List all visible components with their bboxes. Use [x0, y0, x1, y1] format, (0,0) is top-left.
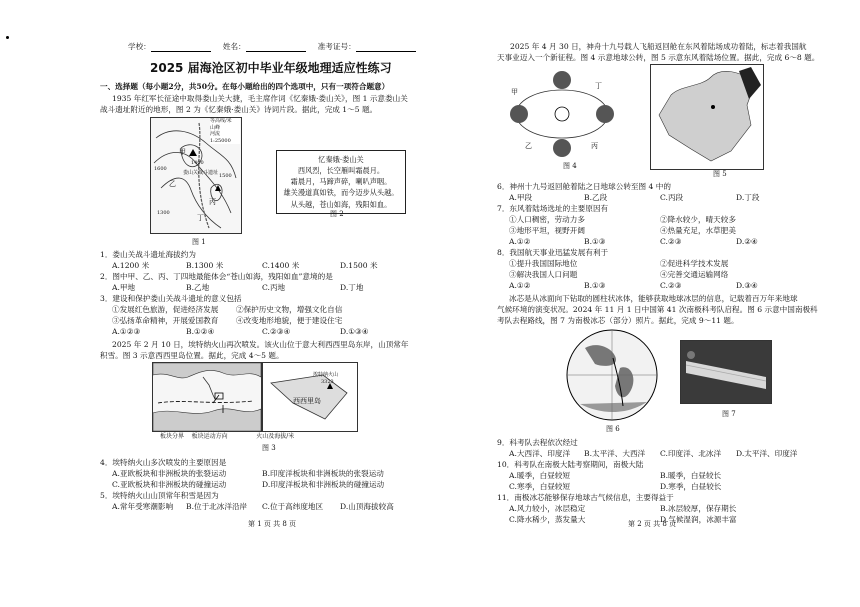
q3-option-d[interactable]: D.①③④	[340, 327, 369, 336]
ice-core-image	[681, 341, 771, 403]
q7-item-2: ②降水较少，晴天较多	[660, 215, 736, 224]
q8-option-a[interactable]: A.①②	[509, 281, 531, 290]
intro-1: 1935 年红军长征途中取得娄山关大捷，毛主席作词《忆秦娥·娄山关》，图 1 示意娄山关	[112, 94, 408, 103]
orbit-jia: 甲	[511, 88, 518, 96]
q3-option-a[interactable]: A.①②③	[112, 327, 141, 336]
q3-option-c[interactable]: C.②③④	[262, 327, 291, 336]
contour-1600: 1600	[154, 166, 167, 172]
q10-option-c[interactable]: C.寒季，白昼较短	[509, 482, 571, 491]
q7-option-a[interactable]: A.①②	[509, 237, 531, 246]
china-outline	[651, 65, 763, 169]
orbit-diagram	[505, 68, 620, 160]
header-fields	[128, 42, 416, 52]
globe-drawing	[565, 328, 660, 423]
q6-option-c[interactable]: C.丙段	[660, 193, 684, 202]
q8-item-3: ③解决我国人口问题	[509, 270, 578, 279]
q3-item-3: ③弘扬革命精神，开展爱国教育	[112, 316, 219, 325]
school-blank[interactable]	[151, 43, 211, 52]
figure-5-landing-site-map	[650, 64, 764, 170]
q1-option-b[interactable]: B.1300 米	[186, 261, 224, 270]
figure-3-mediterranean-map	[152, 362, 262, 432]
figure-6-caption: 图 6	[606, 425, 620, 433]
name-label: 姓名：	[222, 42, 246, 51]
intro-4b: 气候环境的演变状况。2024 年 11 月 1 日中国第 41 次南极科考队启程。图 6 示意中国南极科	[497, 305, 818, 314]
q5-option-b[interactable]: B.位于北冰洋沿岸	[186, 502, 248, 511]
figure-2-poem	[276, 150, 406, 214]
orbit-yi: 乙	[525, 142, 532, 150]
q10-option-d[interactable]: D.寒季，白昼较长	[660, 482, 722, 491]
figure-5-caption: 图 5	[713, 170, 727, 178]
label-ding: 丁	[197, 214, 204, 222]
q2-option-b[interactable]: B.乙地	[186, 283, 210, 292]
page-title: 2025 届海沧区初中毕业年级地理适应性练习	[150, 61, 392, 75]
poem-line-3: 雄关漫道真如铁，而今迈步从头越。	[283, 188, 399, 198]
q11-option-a[interactable]: A.风力较小，冰层稳定	[509, 504, 586, 513]
question-5: 5．埃特纳火山山顶常年积雪是因为	[100, 491, 219, 500]
poem-line-2: 霜晨月，马蹄声碎，喇叭声咽。	[290, 177, 392, 187]
q7-option-b[interactable]: B.①③	[584, 237, 606, 246]
q3-option-b[interactable]: B.①②④	[186, 327, 215, 336]
legend-contour: 等高线/米	[210, 118, 232, 124]
sicily-label: 西西里岛	[293, 397, 321, 405]
q6-option-b[interactable]: B.乙段	[584, 193, 608, 202]
q5-option-c[interactable]: C.位于高纬度地区	[262, 502, 324, 511]
q10-option-a[interactable]: A.暖季，白昼较短	[509, 471, 571, 480]
q3-item-1: ①发展红色旅游，促进经济发展	[112, 305, 219, 314]
legend-river: 河流	[210, 131, 221, 137]
q10-option-b[interactable]: B.暖季，白昼较长	[660, 471, 722, 480]
mediterranean-outline	[153, 363, 261, 431]
legend-volcano: 火山及海拔/米	[256, 433, 295, 440]
question-3: 3．建设和保护娄山关战斗遗址的意义包括	[100, 294, 242, 303]
q2-option-c[interactable]: C.丙地	[262, 283, 286, 292]
page-1-footer: 第 1 页 共 8 页	[248, 520, 297, 528]
question-7: 7．东风着陆场选址的主要原因有	[497, 204, 609, 213]
legend-peak: 山峰	[210, 124, 221, 131]
label-bing: 丙	[209, 198, 216, 206]
q8-item-2: ②促进科学技术发展	[660, 259, 729, 268]
q11-option-c[interactable]: C.降水稀少，蒸发量大	[509, 515, 586, 524]
poem-line-4: 从头越，苍山如海，残阳如血。	[290, 199, 392, 209]
q7-option-d[interactable]: D.②④	[736, 237, 758, 246]
q8-item-4: ④完善交通运输网络	[660, 270, 729, 279]
q2-option-d[interactable]: D.丁地	[340, 283, 364, 292]
contour-1400: 1400	[191, 160, 204, 166]
contour-1500: 1500	[219, 173, 232, 179]
label-yi: 乙	[169, 180, 176, 188]
legend-scale: 1:25000	[210, 137, 231, 144]
question-4: 4．埃特纳火山多次喷发的主要原因是	[100, 458, 227, 467]
q7-item-1: ①人口稠密，劳动力多	[509, 215, 585, 224]
figure-7-ice-core-photo	[680, 340, 772, 404]
figure-1-legend	[210, 118, 240, 144]
figure-2-caption: 图 2	[330, 210, 344, 218]
poem-title: 忆秦娥·娄山关	[318, 155, 364, 164]
q8-option-d[interactable]: D.③④	[736, 281, 758, 290]
q7-item-4: ④热量充足，水草肥美	[660, 226, 736, 235]
name-blank[interactable]	[246, 43, 306, 52]
q4-option-c[interactable]: C.亚欧板块和非洲板块的碰撞运动	[112, 480, 227, 489]
q9-option-d[interactable]: D.太平洋、印度洋	[736, 449, 798, 458]
intro-3: 2025 年 4 月 30 日，神舟十九号载人飞船返回舱在东风着陆场成功着陆，标志着我国航	[510, 42, 807, 51]
school-label: 学校：	[128, 42, 151, 51]
q7-item-3: ③地形平坦，视野开阔	[509, 226, 585, 235]
exam-no-label: 准考证号：	[317, 42, 356, 51]
figure-1-caption: 图 1	[192, 238, 206, 246]
section-heading: 一、选择题（每小题2分，共50分。在每小题给出的四个选项中，只有一项符合题意）	[100, 82, 390, 91]
question-6: 6．神州十九号返回舱着陆之日地球公转至图 4 中的	[497, 182, 671, 191]
intro-1b: 战斗遗址附近的地形，图 2 为《忆秦娥·娄山关》诗词片段。据此，完成 1～5 题。	[100, 105, 378, 114]
q11-option-b[interactable]: B.冰层较厚，保存期长	[660, 504, 737, 513]
figure-3-caption: 图 3	[262, 444, 276, 452]
legend-plate-boundary: 板块分界	[160, 433, 185, 440]
figure-6-route-globe	[565, 328, 660, 423]
poem-line-1: 西风烈，长空雁叫霜晨月。	[297, 166, 385, 176]
q9-option-b[interactable]: B.太平洋、大西洋	[584, 449, 646, 458]
q1-option-d[interactable]: D.1500 米	[340, 261, 378, 270]
question-10: 10．科考队在南极大陆考察期间，南极大陆	[497, 460, 644, 469]
q4-option-b[interactable]: B.印度洋板块和非洲板块的张裂运动	[262, 469, 384, 478]
scan-speck	[6, 36, 9, 39]
etna-label: 埃特纳火山	[313, 372, 339, 378]
q4-option-a[interactable]: A.亚欧板块和非洲板块的张裂运动	[112, 469, 227, 478]
q6-option-a[interactable]: A.甲段	[509, 193, 533, 202]
q4-option-d[interactable]: D.印度洋板块和非洲板块的碰撞运动	[262, 480, 385, 489]
q5-option-a[interactable]: A.常年受寒潮影响	[112, 502, 174, 511]
question-11: 11．南极冰芯能够保存地球古气候信息，主要得益于	[497, 493, 674, 502]
orbit-ding: 丁	[595, 82, 602, 90]
orbit-bing: 丙	[591, 142, 598, 150]
legend-plate-motion: 板块运动方向	[191, 433, 228, 440]
q8-option-c[interactable]: C.②③	[660, 281, 682, 290]
q11-option-d[interactable]: D.气候湿润，冰源丰富	[660, 515, 737, 524]
intro-4c: 考队去程路线，图 7 为南极冰芯（部分）照片。据此，完成 9～11 题。	[497, 316, 739, 325]
figure-7-caption: 图 7	[722, 410, 736, 418]
intro-2: 2025 年 2 月 10 日，埃特纳火山再次喷发。该火山位于意大利西西里岛东岸，山顶常年	[112, 340, 409, 349]
exam-no-blank[interactable]	[356, 43, 416, 52]
figure-3-legend	[160, 433, 294, 441]
etna-elevation: 3323	[321, 379, 334, 385]
figure-4-earth-orbit	[505, 68, 620, 160]
q8-option-b[interactable]: B.①③	[584, 281, 606, 290]
q3-item-2: ②保护历史文物，增强文化自信	[236, 305, 343, 314]
q2-option-a[interactable]: A.甲地	[112, 283, 136, 292]
q3-item-4: ④改变地形地貌，便于建设住宅	[236, 316, 343, 325]
question-2: 2．图中甲、乙、丙、丁四地最能体会“苍山如海，残阳如血”意境的是	[100, 272, 333, 281]
contour-1300: 1300	[157, 210, 170, 216]
q1-option-a[interactable]: A.1200 米	[112, 261, 150, 270]
q8-item-1: ①提升我国国际地位	[509, 259, 578, 268]
q1-option-c[interactable]: C.1400 米	[262, 261, 300, 270]
q9-option-a[interactable]: A.大西洋、印度洋	[509, 449, 571, 458]
figure-4-caption: 图 4	[563, 162, 577, 170]
q6-option-d[interactable]: D.丁段	[736, 193, 760, 202]
q5-option-d[interactable]: D.山顶海拔较高	[340, 502, 394, 511]
q7-option-c[interactable]: C.②③	[660, 237, 682, 246]
intro-4: 冰芯是从冰面向下钻取的圆柱状冰体，能够获取地球冰层的信息，记载着百万年来地球	[509, 294, 798, 303]
battle-site-label: 娄山关战斗遗址	[183, 170, 219, 176]
page-2-footer: 第 2 页 共 8 页	[628, 520, 677, 528]
label-jia: 甲	[179, 148, 186, 156]
figure-3-sicily-inset	[262, 362, 358, 432]
question-9: 9．科考队去程依次经过	[497, 438, 578, 447]
question-8: 8．我国航天事业迅猛发展有利于	[497, 248, 609, 257]
intro-2b: 积雪。图 3 示意西西里岛位置。据此，完成 4～5 题。	[100, 351, 284, 360]
q9-option-c[interactable]: C.印度洋、北冰洋	[660, 449, 722, 458]
intro-3b: 天事业迈入一个新征程。图 4 示意地球公转，图 5 示意东风着陆场位置。据此，完成 6～8 题。	[497, 53, 820, 62]
question-1: 1．娄山关战斗遗址海拔约为	[100, 250, 196, 259]
